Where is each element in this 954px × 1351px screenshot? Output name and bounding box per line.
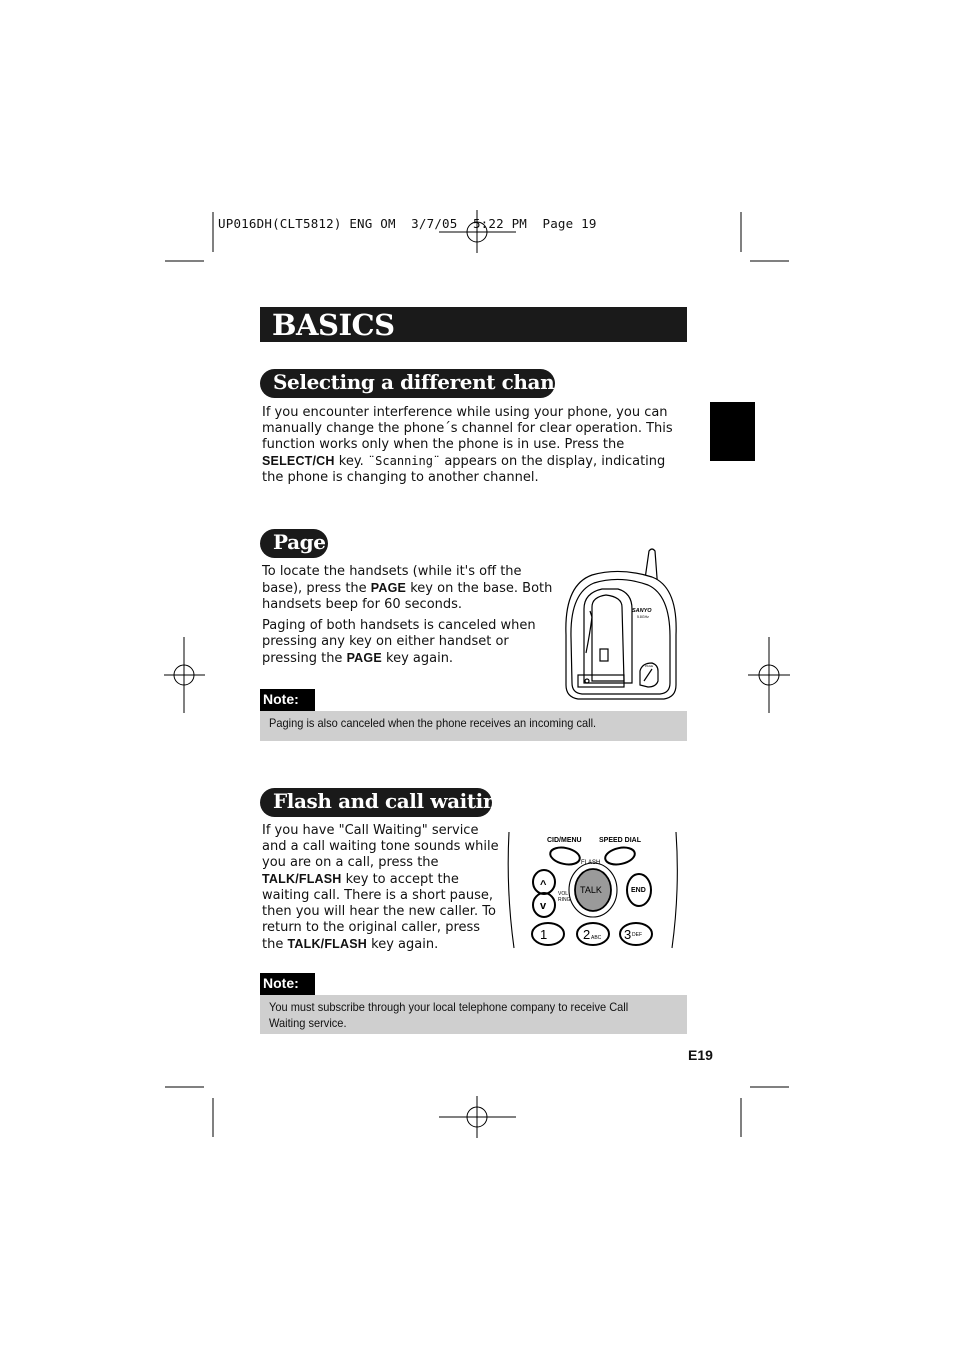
channel-paragraph: If you encounter interference while using your phone, you can manually change the phone´s channel for clear operation. This function works only when the phone is in use. Press the SELECT/CH key. ¨Scanning¨ appears on the display, indicating the phone is changing to another channel. bbox=[262, 405, 673, 485]
note-box-flash: You must subscribe through your local telephone company to receive Call Waiting service. bbox=[260, 995, 687, 1034]
print-slug: UP016DH(CLT5812) ENG OM 3/7/05 5:22 PM Page 19 bbox=[218, 216, 597, 231]
key-page: PAGE bbox=[370, 581, 407, 595]
page-button-label: PAGE bbox=[645, 664, 654, 668]
note-box-page: Paging is also canceled when the phone receives an incoming call. bbox=[260, 711, 687, 741]
note-label-flash: Note: bbox=[260, 973, 315, 995]
note-label-page: Note: bbox=[260, 689, 315, 711]
key-2-letters: ABC bbox=[591, 935, 602, 941]
display-text: ¨Scanning¨ bbox=[367, 454, 441, 468]
volume-down-key: v bbox=[540, 900, 547, 912]
talk-key-label: TALK bbox=[580, 885, 602, 895]
handset-keypad-illustration bbox=[506, 830, 682, 950]
cid-menu-label: CID/MENU bbox=[547, 837, 582, 844]
page-number: E19 bbox=[688, 1047, 713, 1063]
section-heading-channel bbox=[260, 369, 588, 398]
key-select-ch: SELECT/CH bbox=[262, 454, 335, 468]
heading-text: Flash and call waiting bbox=[273, 789, 511, 813]
key-3-letters: DEF bbox=[632, 932, 642, 938]
heading-text: Selecting a different channel bbox=[273, 370, 588, 394]
ring-label: RING bbox=[558, 897, 571, 903]
section-heading-page bbox=[260, 529, 328, 558]
key-talk-flash: TALK/FLASH bbox=[287, 937, 368, 951]
key-2: 2 bbox=[583, 927, 591, 942]
brand-label: SANYO bbox=[632, 608, 652, 614]
key-3: 3 bbox=[624, 927, 632, 942]
speed-dial-label: SPEED DIAL bbox=[599, 837, 642, 844]
chapter-banner bbox=[260, 307, 687, 342]
vol-label: VOL bbox=[558, 891, 569, 897]
end-key-label: END bbox=[631, 887, 646, 894]
page-paragraphs: To locate the handsets (while it's off the base), press the PAGE key on the base. Both handsets beep for 60 seconds. Paging of both handsets is canceled when pressing any key on either handset or pressing the PAGE key again. bbox=[262, 564, 553, 666]
volume-up-key: ^ bbox=[540, 879, 547, 891]
heading-text: Page bbox=[273, 530, 326, 554]
flash-label: FLASH bbox=[581, 860, 601, 866]
base-unit-illustration bbox=[560, 545, 682, 705]
section-heading-flash bbox=[260, 788, 511, 817]
band-label: 5.8GHz bbox=[637, 615, 649, 619]
key-page: PAGE bbox=[346, 651, 382, 665]
flash-paragraph: If you have "Call Waiting" service and a call waiting tone sounds while you are on a call, press the TALK/FLASH key to accept the waiting call. There is a short pause, then you will hear the new caller. To return to the original caller, press the TALK/FLASH key again. bbox=[262, 823, 499, 952]
chapter-title: BASICS bbox=[272, 308, 395, 342]
key-1: 1 bbox=[540, 927, 548, 942]
key-talk-flash: TALK/FLASH bbox=[262, 872, 342, 886]
chapter-tab bbox=[710, 402, 755, 461]
